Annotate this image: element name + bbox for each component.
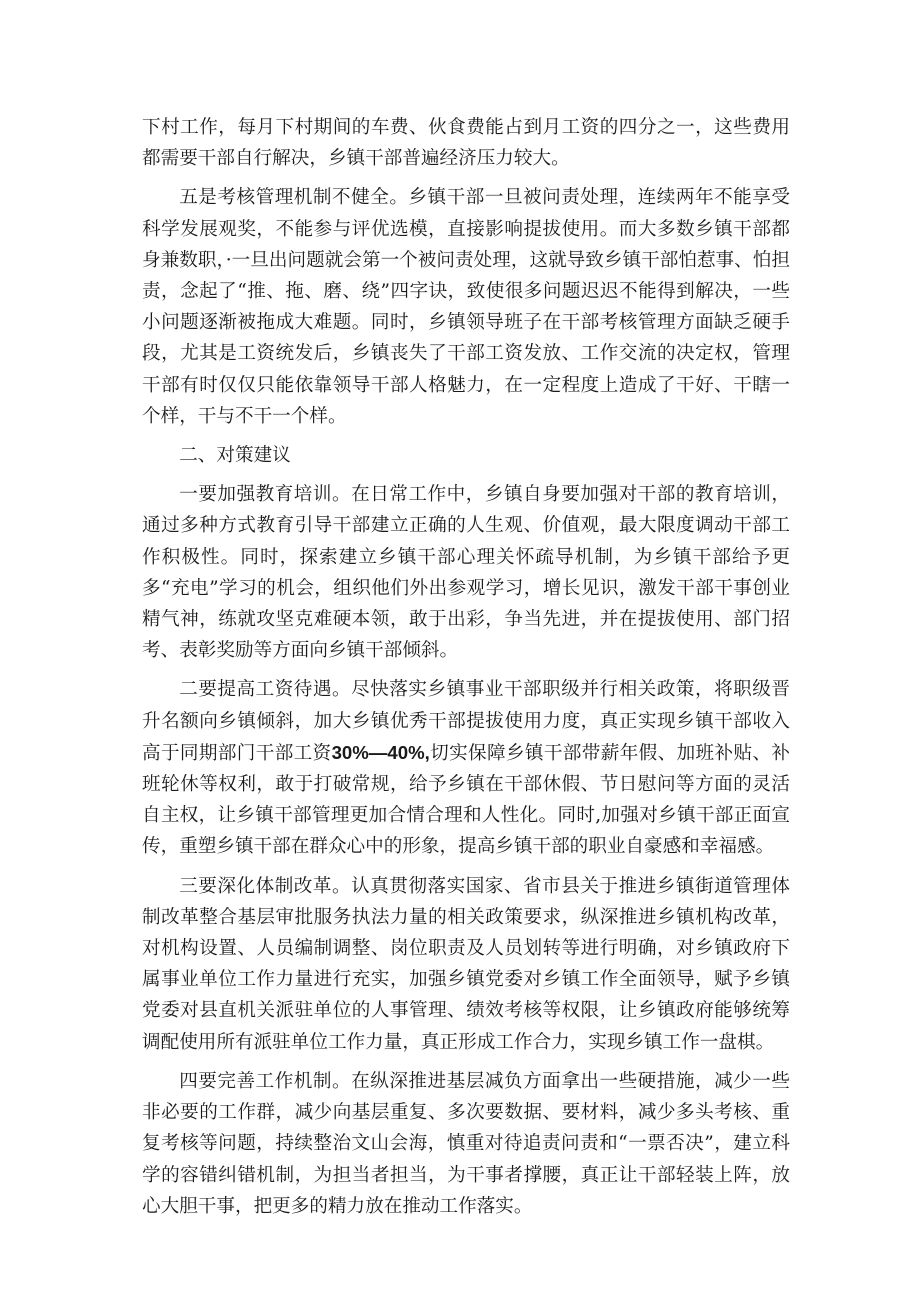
paragraph-continuation: 下村工作，每月下村期间的车费、伙食费能占到月工资的四分之一，这些费用都需要干部自行解决，乡镇干部普遍经济压力较大。 [142, 117, 790, 170]
wage-percentage: 30%—40%, [331, 741, 430, 763]
wage-text-part2: 切实保障乡镇干部带薪年假、加班补贴、补班轮休等权利，敢于打破常规，给予乡镇在干部休假、节日慰问等方面的灵活自主权，让乡镇干部管理更加合情合理和人性化。同时,加强对乡镇干部正面宣传，重塑乡镇干部在群众心中的形象，提高乡镇干部的职业自豪感和幸福感。 [142, 742, 790, 858]
section-heading-countermeasures: 二、对策建议 [179, 445, 291, 467]
paragraph-wage-treatment [142, 674, 790, 862]
wage-text-part1: 二要提高工资待遇。尽快落实乡镇事业干部职级并行相关政策，将职级晋升名额向乡镇倾斜，加大乡镇优秀干部提拔使用力度，真正实现乡镇干部收入高于同期部门干部工资 [142, 679, 790, 764]
paragraph-education-training: 一要加强教育培训。在日常工作中，乡镇自身要加强对干部的教育培训，通过多种方式教育引导干部建立正确的人生观、价值观，最大限度调动干部工作积极性。同时，探索建立乡镇干部心理关怀疏导机制，为乡镇干部给予更多“充电”学习的机会，组织他们外出参观学习，增长见识，激发干部干事创业精气神，练就攻坚克难硬本领，敢于出彩，争当先进，并在提拔使用、部门招考、表彰奖励等方面向乡镇干部倾斜。 [142, 484, 790, 662]
paragraph-work-mechanism: 四要完善工作机制。在纵深推进基层减负方面拿出一些硬措施，减少一些非必要的工作群，减少向基层重复、多次要数据、要材料，减少多头考核、重复考核等问题，持续整治文山会海，慎重对待追责问责和“一票否决”，建立科学的容错纠错机制，为担当者担当，为干事者撑腰，真正让干部轻装上阵，放心大胆干事，把更多的精力放在推动工作落实。 [142, 1070, 790, 1217]
paragraph-system-reform: 三要深化体制改革。认真贯彻落实国家、省市县关于推进乡镇街道管理体制改革整合基层审批服务执法力量的相关政策要求，纵深推进乡镇机构改革，对机构设置、人员编制调整、岗位职责及人员划转等进行明确，对乡镇政府下属事业单位工作力量进行充实，加强乡镇党委对乡镇工作全面领导，赋予乡镇党委对县直机关派驻单位的人事管理、绩效考核等权限，让乡镇政府能够统筹调配使用所有派驻单位工作力量，真正形成工作合力，实现乡镇工作一盘棋。 [142, 875, 790, 1053]
document-body [142, 112, 790, 1230]
paragraph-assessment-mechanism: 五是考核管理机制不健全。乡镇干部一旦被问责处理，连续两年不能享受科学发展观奖，不能参与评优选模，直接影响提拔使用。而大多数乡镇干部都身兼数职，·一旦出问题就会第一个被问责处理，这就导致乡镇干部怕惹事、怕担责，念起了“推、拖、磨、绕”四字诀，致使很多问题迟迟不能得到解决，一些小问题逐渐被拖成大难题。同时，乡镇领导班子在干部考核管理方面缺乏硬手段，尤其是工资统发后，乡镇丧失了干部工资发放、工作交流的决定权，管理干部有时仅仅只能依靠领导干部人格魅力，在一定程度上造成了干好、干瞎一个样，干与不干一个样。 [142, 187, 790, 427]
